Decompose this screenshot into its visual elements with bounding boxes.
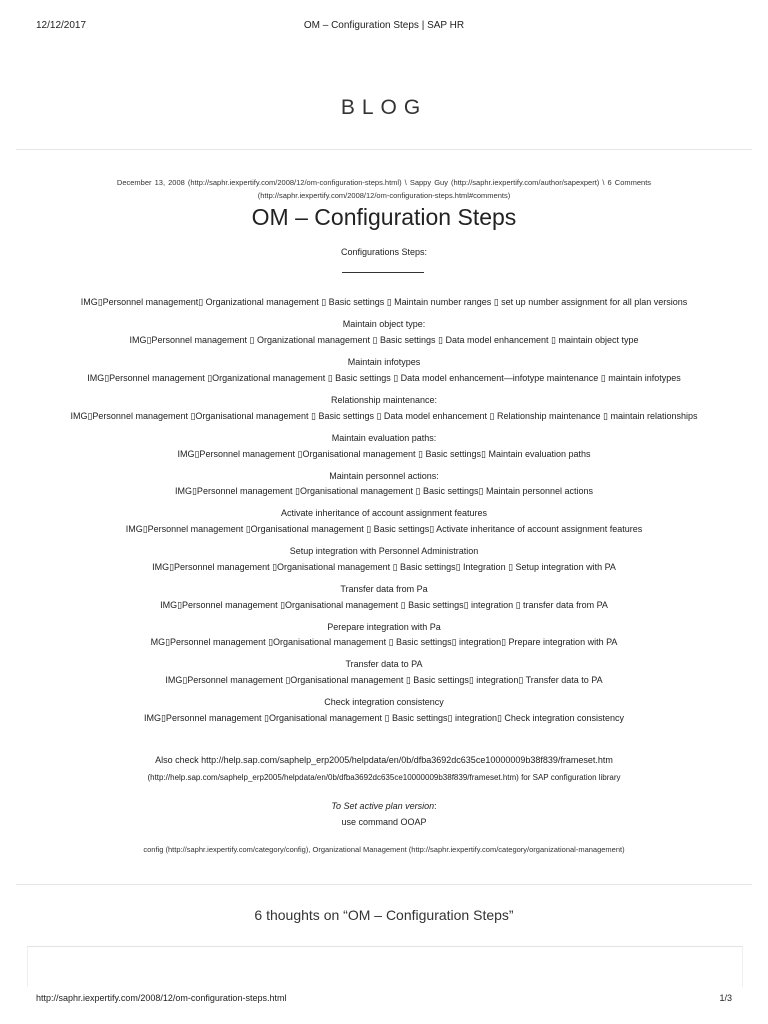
post-meta-line-1[interactable]: December 13, 2008 (http://saphr.iexpertify.com/2008/12/om-configuration-steps.html) \ Sappy Guy (http://saphr.iexpertify.com/author/sapexpert) \ 6 Comments: [116, 178, 652, 187]
sap-library-link[interactable]: (http://help.sap.com/saphelp_erp2005/helpdata/en/0b/dfba3692dc635ce10000009b38f839/frameset.htm): [147, 773, 519, 782]
also-check-line-2: [0, 769, 768, 786]
also-check-line: Also check http://help.sap.com/saphelp_erp2005/helpdata/en/0b/dfba3692dc635ce10000009b38f839/frameset.htm: [155, 755, 613, 765]
also-check-paragraph: [0, 752, 768, 786]
print-page-title: OM – Configuration Steps | SAP HR: [303, 20, 465, 31]
configuration-line: Check integration consistency: [324, 697, 444, 707]
post-meta: [40, 176, 728, 202]
print-date: 12/12/2017: [36, 20, 87, 31]
configuration-line: IMG▯Personnel management ▯Organisational management ▯ Basic settings▯ Integration ▯ Setup integration with PA: [152, 562, 616, 572]
configuration-steps-heading: Configurations Steps:: [340, 247, 428, 257]
configuration-line: Transfer data to PA: [345, 659, 423, 669]
configuration-line: IMG▯Personnel management ▯Organisational management ▯ Basic settings▯ integration ▯ transfer data from PA: [160, 600, 608, 610]
configuration-line: Setup integration with Personnel Administration: [289, 546, 479, 556]
post-title: OM – Configuration Steps: [251, 204, 517, 230]
configuration-line: IMG▯Personnel management ▯Organisational management ▯ Basic settings ▯ Data model enhancement ▯ Relationship maintenance ▯ maintain relationships: [70, 411, 698, 421]
configuration-line: IMG▯Personnel management ▯Organisational management ▯ Basic settings▯ integration▯ Check integration consistency: [143, 713, 624, 723]
configuration-line: Maintain infotypes: [347, 357, 421, 367]
configuration-line: IMG▯Personnel management ▯Organisational management ▯ Basic settings▯ Maintain personnel actions: [174, 486, 594, 496]
plan-version-heading-text: To Set active plan version: [331, 801, 435, 811]
configuration-line: Transfer data from Pa: [340, 584, 428, 594]
configuration-line: IMG▯Personnel management ▯Organisational management ▯ Basic settings▯ integration▯ Transfer data to PA: [165, 675, 603, 685]
short-divider: [342, 272, 424, 273]
configuration-line: IMG▯Personnel management ▯Organizational management ▯ Basic settings ▯ Data model enhancement—infotype maintenance ▯ maintain infotypes: [87, 373, 681, 383]
comments-divider: [16, 884, 752, 885]
plan-version-heading: [0, 798, 768, 814]
post-meta-line-2[interactable]: (http://saphr.iexpertify.com/2008/12/om-configuration-steps.html#comments): [257, 191, 511, 200]
configuration-line: Maintain evaluation paths:: [331, 433, 437, 443]
configuration-line: IMG▯Personnel management▯ Organizational management ▯ Basic settings ▯ Maintain number ranges ▯ set up number assignment for all plan versions: [80, 297, 688, 307]
configuration-line: Relationship maintenance:: [330, 395, 438, 405]
configuration-line: IMG▯Personnel management ▯Organisational management ▯ Basic settings▯ Maintain evaluation paths: [177, 449, 591, 459]
configuration-line: MG▯Personnel management ▯Organisational management ▯ Basic settings▯ integration▯ Prepare integration with PA: [150, 637, 618, 647]
post-categories[interactable]: config (http://saphr.iexpertify.com/category/config), Organizational Management (http://saphr.iexpertify.com/category/organizational-management): [143, 845, 625, 854]
configuration-line: IMG▯Personnel management ▯ Organizational management ▯ Basic settings ▯ Data model enhancement ▯ maintain object type: [129, 335, 639, 345]
blog-title[interactable]: BLOG: [340, 96, 428, 119]
comments-heading: 6 thoughts on “OM – Configuration Steps”: [254, 907, 514, 923]
plan-version-colon: :: [434, 801, 437, 811]
footer-url: http://saphr.iexpertify.com/2008/12/om-configuration-steps.html: [36, 993, 287, 1003]
plan-version-command: use command OOAP: [341, 817, 427, 827]
also-check-tail: for SAP configuration library: [518, 773, 621, 782]
header-divider: [16, 149, 752, 150]
configuration-line: Maintain personnel actions:: [329, 471, 439, 481]
configuration-line: Perepare integration with Pa: [327, 622, 441, 632]
plan-version-note: [0, 798, 768, 830]
configuration-line: Activate inheritance of account assignment features: [280, 508, 488, 518]
comment-box: [27, 946, 743, 987]
footer-page-number: 1/3: [719, 993, 732, 1003]
configuration-line: IMG▯Personnel management ▯Organisational management ▯ Basic settings▯ Activate inheritance of account assignment features: [125, 524, 643, 534]
configuration-line: Maintain object type:: [342, 319, 426, 329]
